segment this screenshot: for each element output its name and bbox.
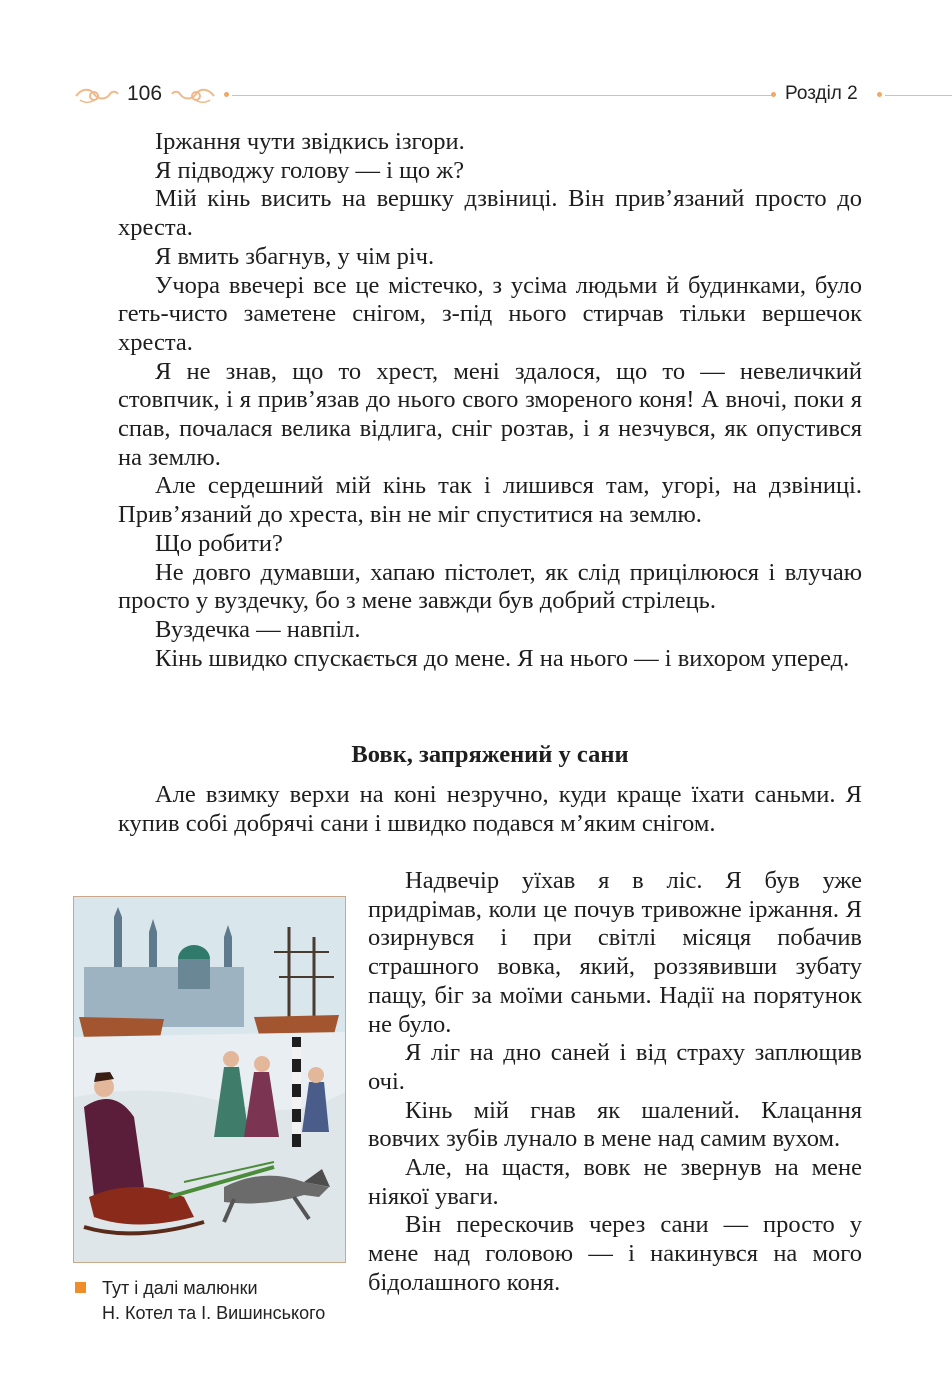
paragraph: Я вмить збагнув, у чім річ. bbox=[155, 242, 435, 270]
main-text-middle bbox=[118, 781, 862, 838]
paragraph: Кінь швидко спускається до мене. Я на нього — і вихором уперед. bbox=[155, 644, 850, 672]
rule-dot bbox=[224, 92, 229, 97]
rule-dot bbox=[771, 92, 776, 97]
page-number: 106 bbox=[127, 82, 163, 105]
header-rule bbox=[232, 95, 772, 96]
caption-line: Н. Котел та І. Вишинського bbox=[102, 1303, 326, 1323]
paragraph: Я підводжу голову — і що ж? bbox=[155, 156, 465, 184]
paragraph: Вуздечка — навпіл. bbox=[155, 615, 361, 643]
paragraph: Надвечір уїхав я в ліс. Я був уже придрімав, коли це почув тривожне іржання. Я озирнувся і при світлі місяця побачив страшного вовка, який, роззявивши зубату пащу, біг за моїми саньми. Надії на порятунок не було. bbox=[368, 867, 862, 1038]
paragraph: Іржання чути звідкись ізгори. bbox=[155, 128, 465, 155]
paragraph: Що робити? bbox=[155, 529, 283, 557]
right-ornament-icon bbox=[170, 84, 216, 106]
illustration bbox=[73, 896, 346, 1263]
section-title: Розділ 2 bbox=[785, 83, 858, 104]
caption-bullet-icon bbox=[75, 1282, 86, 1293]
paragraph: Мій кінь висить на вершку дзвіниці. Він прив’язаний просто до хреста. bbox=[118, 185, 862, 242]
paragraph: Не довго думавши, хапаю пістолет, як слід прицілююся і влучаю просто у вуздечку, бо з мене завжди був добрий стрілець. bbox=[118, 558, 862, 615]
paragraph: Учора ввечері все це містечко, з усіма людьми й будинками, було геть-чисто заметене снігом, з-під нього стирчав тільки вершечок хреста. bbox=[118, 271, 862, 356]
rule-dot bbox=[877, 92, 882, 97]
header-rule-right bbox=[885, 95, 952, 96]
main-text-top bbox=[118, 128, 862, 673]
section-heading: Вовк, запряжений у сани bbox=[351, 741, 629, 768]
page-header bbox=[0, 78, 952, 112]
paragraph: Кінь мій гнав як шалений. Клацання вовчих зубів лунало в мене над самим вухом. bbox=[368, 1096, 862, 1153]
paragraph: Але сердешний мій кінь так і лишився там, угорі, на дзвіниці. Прив’язаний до хреста, він не міг спуститися на землю. bbox=[118, 472, 862, 529]
paragraph: Але, на щастя, вовк не звернув на мене ніякої уваги. bbox=[368, 1154, 862, 1210]
winter-scene-illustration bbox=[74, 897, 345, 1262]
main-text-right-column bbox=[368, 867, 862, 1298]
paragraph: Я не знав, що то хрест, мені здалося, що то — невеличкий стовпчик, і я прив’язав до нього свого змореного коня! А вночі, поки я спав, почалася велика відлига, сніг розтав, і я незчувся, як опустився на землю. bbox=[118, 357, 862, 471]
paragraph: Я ліг на дно саней і від страху заплющив очі. bbox=[368, 1039, 862, 1095]
paragraph: Він перескочив через сани — просто у мене над головою — і накинувся на мого бідолашного коня. bbox=[368, 1211, 862, 1296]
left-ornament-icon bbox=[74, 84, 120, 106]
illustration-caption bbox=[75, 1276, 365, 1326]
caption-line: Тут і далі малюнки bbox=[102, 1278, 258, 1298]
paragraph: Але взимку верхи на коні незручно, куди краще їхати саньми. Я купив собі добрячі сани і швидко подався м’яким снігом. bbox=[118, 781, 862, 837]
